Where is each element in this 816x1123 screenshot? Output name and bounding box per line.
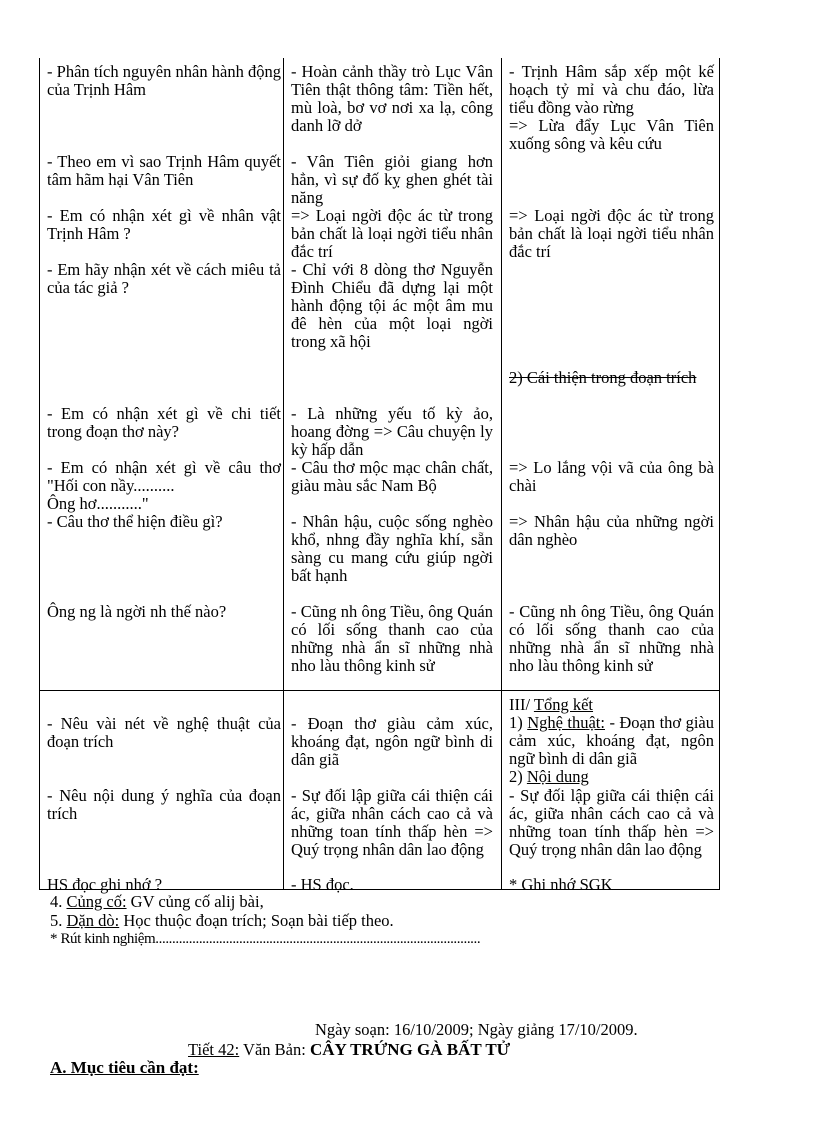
summary-heading: III/ Tổng kết [509,695,594,714]
summary-art-label: Nghệ thuật: [527,713,605,732]
question-4: - Em hãy nhận xét về cách miêu tả của tác giả ? [47,260,281,297]
summary-note: * Ghi nhớ SGK [509,875,613,894]
column-divider-1 [283,58,284,890]
question-5: - Em có nhận xét gì về chi tiết trong đoạn thơ này? [47,404,281,441]
table-row-divider [40,690,719,691]
answer-7: - Nhân hậu, cuộc sống nghèo khổ, nhng đầy nghĩa khí, sẵn sàng cu mang cứu giúp ngời bất hạnh [291,512,493,585]
question-3: - Em có nhận xét gì về nhân vật Trịnh Hâm ? [47,206,281,243]
summary-art: 1) Nghệ thuật: - Đoạn thơ giàu cảm xúc, khoáng đạt, ngôn ngữ bình di dân giã [509,713,714,768]
note-6: => Lo lắng vội vã của ông bà chài [509,458,714,495]
answer-11: - HS đọc. [291,875,354,894]
summary-content-label: Nội dung [526,767,589,786]
answer-1: - Hoàn cảnh thầy trò Lục Vân Tiên thật thông tâm: Tiền hết, mù loà, bơ vơ nơi xa lạ, công danh lỡ dở [291,62,493,135]
note-good-heading: 2) Cái thiện trong đoạn trích [509,368,697,387]
answer-4: - Chỉ với 8 dòng thơ Nguyễn Đình Chiểu đã dựng lại một hành động tội ác một âm mu đê hèn của một loại ngời trong xã hội [291,260,493,351]
homework-label: Dặn dò: [66,911,120,930]
answer-6: - Câu thơ mộc mạc chân chất, giàu màu sắc Nam Bộ [291,458,493,495]
lesson-table [39,58,720,894]
lesson-label: Tiết 42: [188,1040,240,1059]
note-8: - Cũng nh ông Tiều, ông Quán có lối sống thanh cao của những nhà ẩn sĩ những nhà nho làu thông kinh sử [509,602,714,675]
summary-content: - Sự đối lập giữa cái thiện cái ác, giữa nhân cách cao cả và những toan tính thấp hèn => Quý trọng nhân dân lao động [509,786,714,859]
lesson-title-line: Tiết 42: Văn Bản: CÂY TRỨNG GÀ BẤT TỬ [188,1040,511,1059]
answer-2: - Vân Tiên giỏi giang hơn hẳn, vì sự đố kỵ ghen ghét tài năng [291,152,493,207]
prep-date: Ngày soạn: 16/10/2009; Ngày giảng 17/10/2009. [315,1020,638,1039]
answer-5: - Là những yếu tố kỳ ảo, hoang đờng => Câu chuyện ly kỳ hấp dẫn [291,404,493,459]
question-2: - Theo em vì sao Trịnh Hâm quyết tâm hãm hại Vân Tiên [47,152,281,189]
experience-line: * Rút kinh nghiệm................................................................................................. [50,931,481,947]
question-9: - Nêu vài nét về nghệ thuật của đoạn trích [47,714,281,751]
question-7: - Câu thơ thể hiện điều gì? [47,512,223,531]
homework-line: 5. Dặn dò: Học thuộc đoạn trích; Soạn bài tiếp theo. [50,911,394,930]
answer-8: - Cũng nh ông Tiều, ông Quán có lối sống thanh cao của những nhà ẩn sĩ những nhà nho làu thông kinh sử [291,602,493,675]
note-1: - Trịnh Hâm sắp xếp một kế hoạch tỷ mỉ và chu đáo, lừa tiểu đồng vào rừng => Lừa đẩy Lục Vân Tiên xuống sông và kêu cứu [509,62,714,153]
question-8: Ông ng là ngời nh thế nào? [47,602,227,621]
answer-10: - Sự đối lập giữa cái thiện cái ác, giữa nhân cách cao cả và những toan tính thấp hèn => Quý trọng nhân dân lao động [291,786,493,859]
consolidate-line: 4. Củng cố: GV củng cố alij bài, [50,892,264,911]
question-1: - Phân tích nguyên nhân hành động của Trịnh Hâm [47,62,281,99]
summary-heading-label: Tổng kết [533,695,594,714]
answer-9: - Đoạn thơ giàu cảm xúc, khoáng đạt, ngôn ngữ bình di dân giã [291,714,493,769]
lesson-title: CÂY TRỨNG GÀ BẤT TỬ [309,1040,511,1059]
consolidate-label: Củng cố: [66,892,127,911]
note-7: => Nhân hậu của những ngời dân nghèo [509,512,714,549]
summary-content-heading: 2) Nội dung [509,767,589,786]
answer-3: => Loại ngời độc ác từ trong bản chất là loại ngời tiểu nhân đắc trí [291,206,493,261]
section-a-heading: A. Mục tiêu cần đạt: [50,1058,199,1077]
question-11: HS đọc ghi nhớ ? [47,875,163,894]
question-10: - Nêu nội dung ý nghĩa của đoạn trích [47,786,281,823]
note-3: => Loại ngời độc ác từ trong bản chất là loại ngời tiểu nhân đắc trí [509,206,714,261]
question-6: - Em có nhận xét gì về câu thơ "Hối con nầy.......... Ông hơ..........." [47,458,281,513]
column-divider-2 [501,58,502,890]
